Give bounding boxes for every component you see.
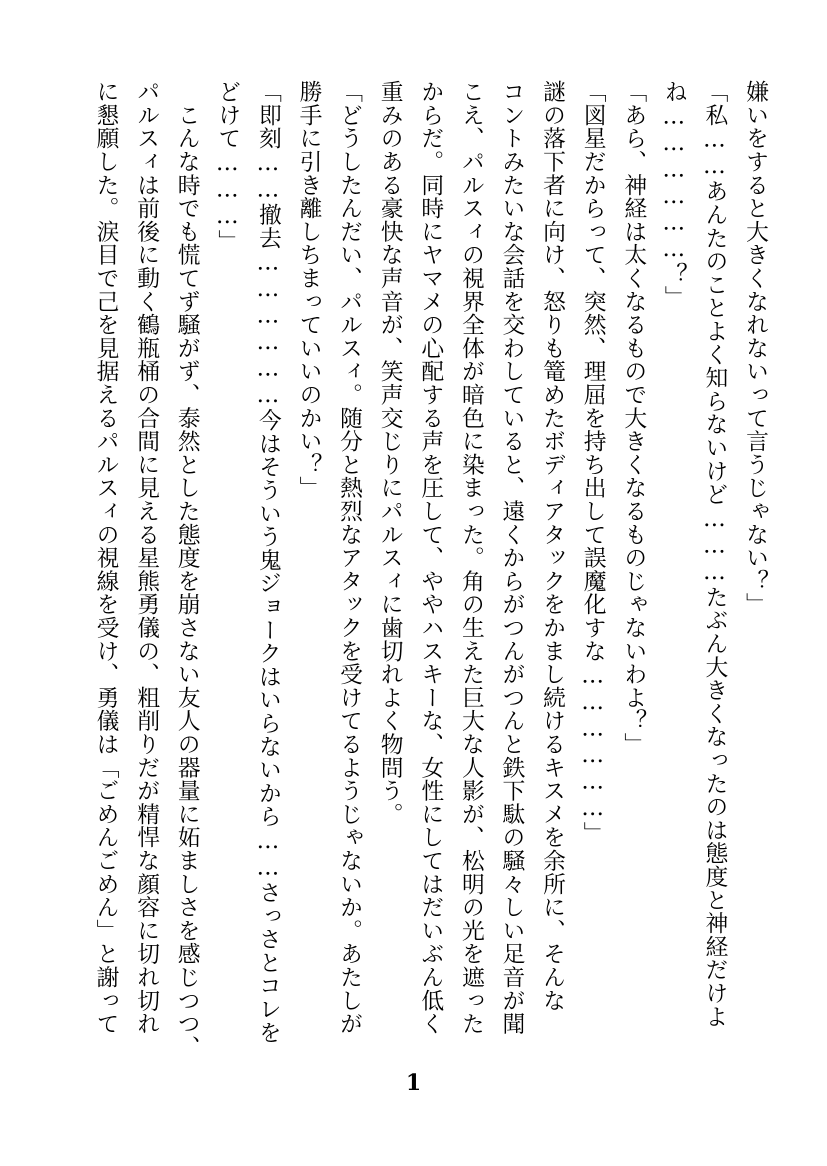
text-line-4: 「あら、神経は太くなるもので大きくなるものじゃないわよ？」 [620, 80, 647, 756]
text-line-11: 「どうしたんだい、パルスィ。随分と熱烈なアタックを受けてるようじゃないか。あたしが [336, 80, 363, 1036]
text-line-3: ね………………？」 [660, 80, 687, 309]
vertical-text-body [45, 80, 775, 1070]
text-line-9: からだ。同時にヤマメの心配する声を圧して、ややハスキーな、女性にしてはだいぶん低く [417, 80, 444, 1036]
text-line-2: 「私……あんたのことよく知らないけど………たぶん大きくなったのは態度と神経だけよ [701, 80, 728, 1028]
text-line-16: パルスィは前後に動く鶴瓶桶の合間に見える星熊勇儀の、粗削りだが精悍な顔容に切れ切れ [133, 80, 160, 1036]
text-line-10: 重みのある豪快な声音が、笑声交じりにパルスィに歯切れよく物問う。 [376, 80, 403, 826]
text-line-5: 「図星だからって、突然、理屈を持ち出して誤魔化すな………………」 [579, 80, 606, 845]
text-line-15: こんな時でも慌てず騒がず、泰然とした態度を崩さない友人の器量に妬ましさを感じつつ、 [173, 80, 200, 1059]
text-line-6: 謎の落下者に向け、怒りも篭めたボディアタックをかまし続けるキスメを余所に、そんな [539, 80, 566, 1012]
text-line-13: 「即刻……撤去………………今はそういう鬼ジョークはいらないから……さっさとコレを [254, 80, 281, 1044]
text-line-12: 勝手に引き離しちまっていいのかい？」 [295, 80, 322, 500]
text-line-17: に懇願した。涙目で己を見据えるパルスィの視線を受け、勇儀は「ごめんごめん」と謝って [92, 80, 119, 1036]
text-line-1: 嫌いをすると大きくなれないって言うじゃない？」 [742, 80, 768, 616]
text-line-14: どけて………」 [214, 80, 241, 253]
text-line-8: こえ、パルスィの視界全体が暗色に染まった。角の生えた巨大な人影が、松明の光を遮った [457, 80, 484, 1036]
text-line-7: コントみたいな会話を交わしていると、遠くからがつんがつんと鉄下駄の騒々しい足音が聞 [498, 80, 525, 1036]
page-number: 1 [405, 1070, 422, 1096]
